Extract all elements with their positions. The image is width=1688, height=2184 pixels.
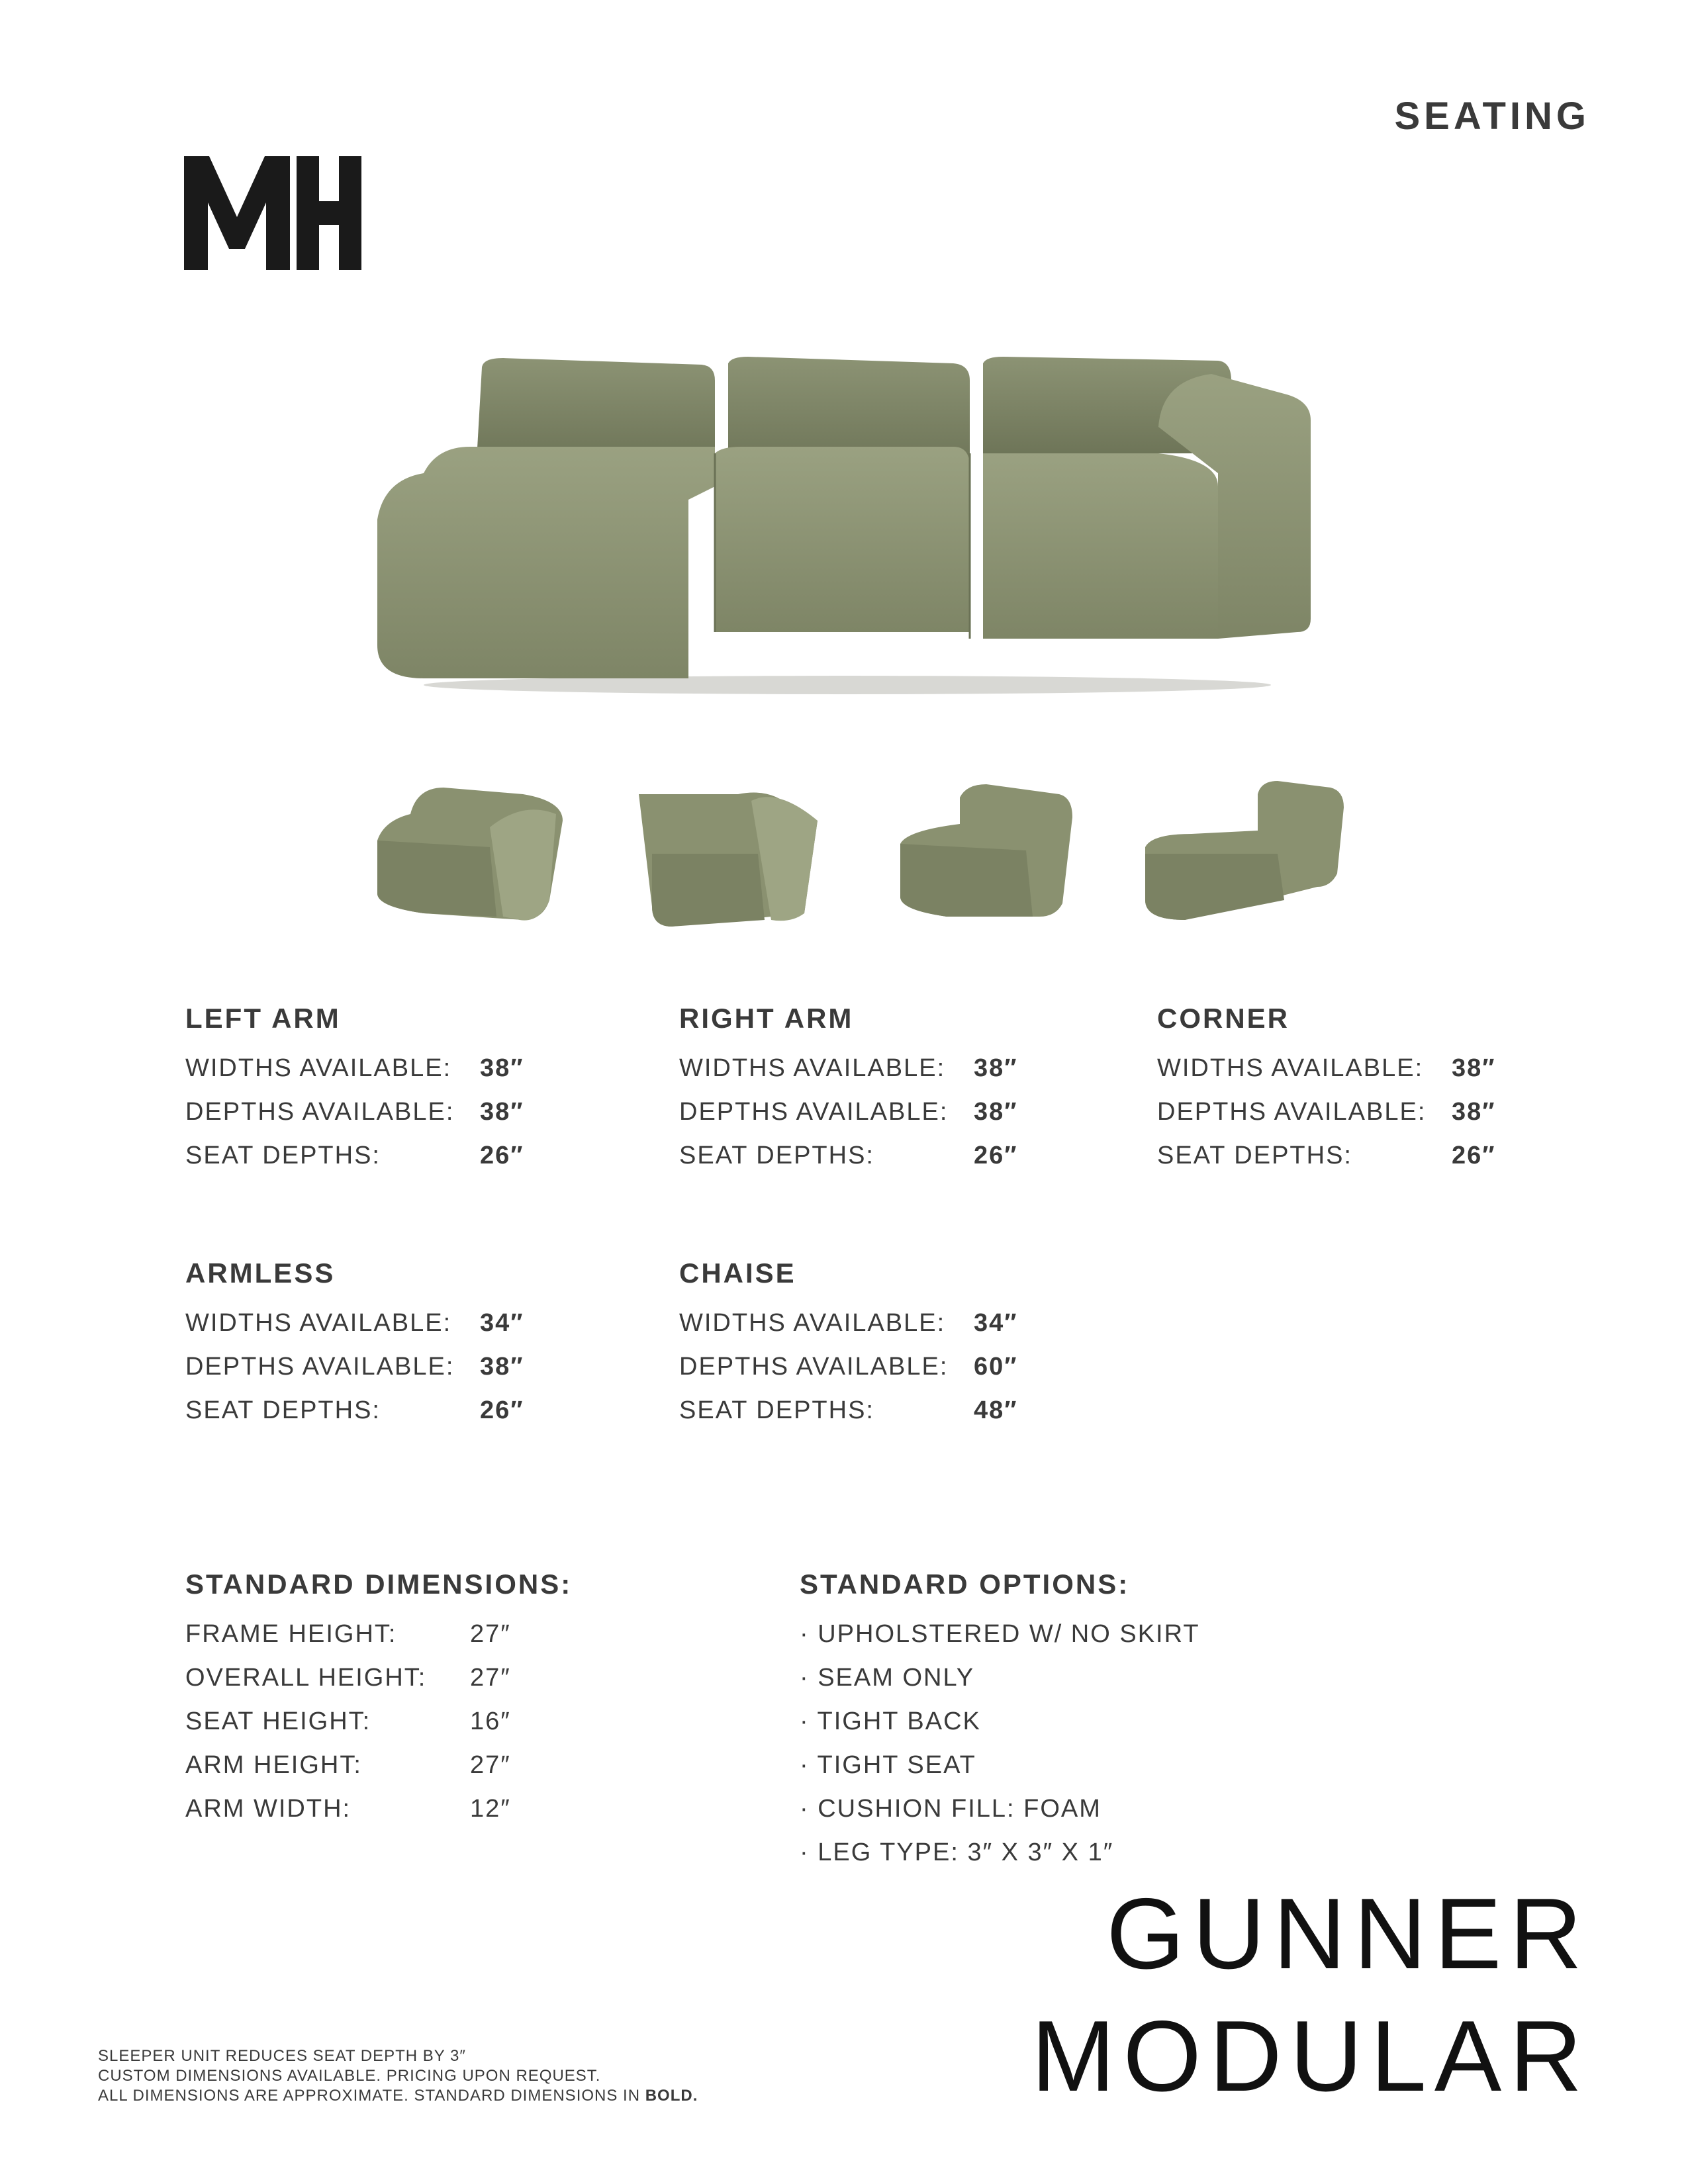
spec-row: SEAT DEPTHS: 26″ bbox=[679, 1142, 1018, 1169]
standard-dimensions bbox=[185, 1569, 572, 1831]
spec-row: SEAT DEPTHS: 48″ bbox=[679, 1396, 1018, 1424]
thumbnail-armless bbox=[894, 784, 1072, 933]
spec-row: SEAT DEPTHS: 26″ bbox=[1157, 1142, 1496, 1169]
spec-row: DEPTHS AVAILABLE: 38″ bbox=[1157, 1098, 1496, 1126]
spec-title: CORNER bbox=[1157, 1003, 1290, 1034]
option-item: · CUSHION FILL: FOAM bbox=[800, 1795, 1102, 1823]
dimension-row: ARM HEIGHT: 27″ bbox=[185, 1751, 511, 1779]
spec-title: CHAISE bbox=[679, 1257, 796, 1289]
spec-armless bbox=[185, 1257, 524, 1432]
spec-corner bbox=[1157, 1003, 1495, 1177]
spec-left-arm bbox=[185, 1003, 524, 1177]
spec-row: DEPTHS AVAILABLE: 38″ bbox=[185, 1098, 524, 1126]
spec-row: WIDTHS AVAILABLE: 38″ bbox=[1157, 1054, 1496, 1082]
spec-row: DEPTHS AVAILABLE: 38″ bbox=[185, 1353, 524, 1381]
dimension-row: OVERALL HEIGHT: 27″ bbox=[185, 1664, 511, 1692]
dimension-row: SEAT HEIGHT: 16″ bbox=[185, 1707, 511, 1735]
footer-line: CUSTOM DIMENSIONS AVAILABLE. PRICING UPON REQUEST. bbox=[98, 2067, 601, 2085]
spec-row: WIDTHS AVAILABLE: 38″ bbox=[185, 1054, 524, 1082]
product-name-line1: GUNNER bbox=[1106, 1878, 1590, 1990]
spec-row: WIDTHS AVAILABLE: 34″ bbox=[185, 1309, 524, 1337]
option-item: · TIGHT SEAT bbox=[800, 1751, 976, 1779]
section-title: STANDARD OPTIONS: bbox=[800, 1569, 1130, 1600]
option-item: · LEG TYPE: 3″ X 3″ X 1″ bbox=[800, 1839, 1114, 1866]
spec-row: WIDTHS AVAILABLE: 34″ bbox=[679, 1309, 1018, 1337]
section-title: STANDARD DIMENSIONS: bbox=[185, 1569, 573, 1600]
brand-logo bbox=[184, 156, 361, 273]
spec-title: ARMLESS bbox=[185, 1257, 336, 1289]
option-item: · UPHOLSTERED W/ NO SKIRT bbox=[800, 1620, 1200, 1648]
page-category: SEATING bbox=[1394, 95, 1590, 138]
option-item: · SEAM ONLY bbox=[800, 1664, 975, 1692]
standard-options bbox=[800, 1569, 1200, 1874]
thumbnail-left-arm bbox=[371, 774, 563, 936]
product-name-line2: MODULAR bbox=[1031, 2000, 1590, 2113]
spec-row: SEAT DEPTHS: 26″ bbox=[185, 1396, 524, 1424]
thumbnail-corner bbox=[639, 781, 824, 936]
dimension-row: FRAME HEIGHT: 27″ bbox=[185, 1620, 511, 1648]
thumbnail-chaise bbox=[1139, 781, 1350, 930]
spec-title: RIGHT ARM bbox=[679, 1003, 854, 1034]
spec-row: DEPTHS AVAILABLE: 38″ bbox=[679, 1098, 1018, 1126]
footer-line: ALL DIMENSIONS ARE APPROXIMATE. STANDARD DIMENSIONS IN BOLD. bbox=[98, 2087, 698, 2105]
spec-row: DEPTHS AVAILABLE: 60″ bbox=[679, 1353, 1018, 1381]
dimension-row: ARM WIDTH: 12″ bbox=[185, 1795, 511, 1823]
spec-row: SEAT DEPTHS: 26″ bbox=[185, 1142, 524, 1169]
spec-row: WIDTHS AVAILABLE: 38″ bbox=[679, 1054, 1018, 1082]
footer-line: SLEEPER UNIT REDUCES SEAT DEPTH BY 3″ bbox=[98, 2047, 466, 2065]
option-item: · TIGHT BACK bbox=[800, 1707, 981, 1735]
spec-chaise bbox=[679, 1257, 1017, 1432]
spec-title: LEFT ARM bbox=[185, 1003, 341, 1034]
hero-sectional-image bbox=[371, 354, 1317, 702]
footer-notes bbox=[98, 2046, 698, 2106]
spec-right-arm bbox=[679, 1003, 1017, 1177]
